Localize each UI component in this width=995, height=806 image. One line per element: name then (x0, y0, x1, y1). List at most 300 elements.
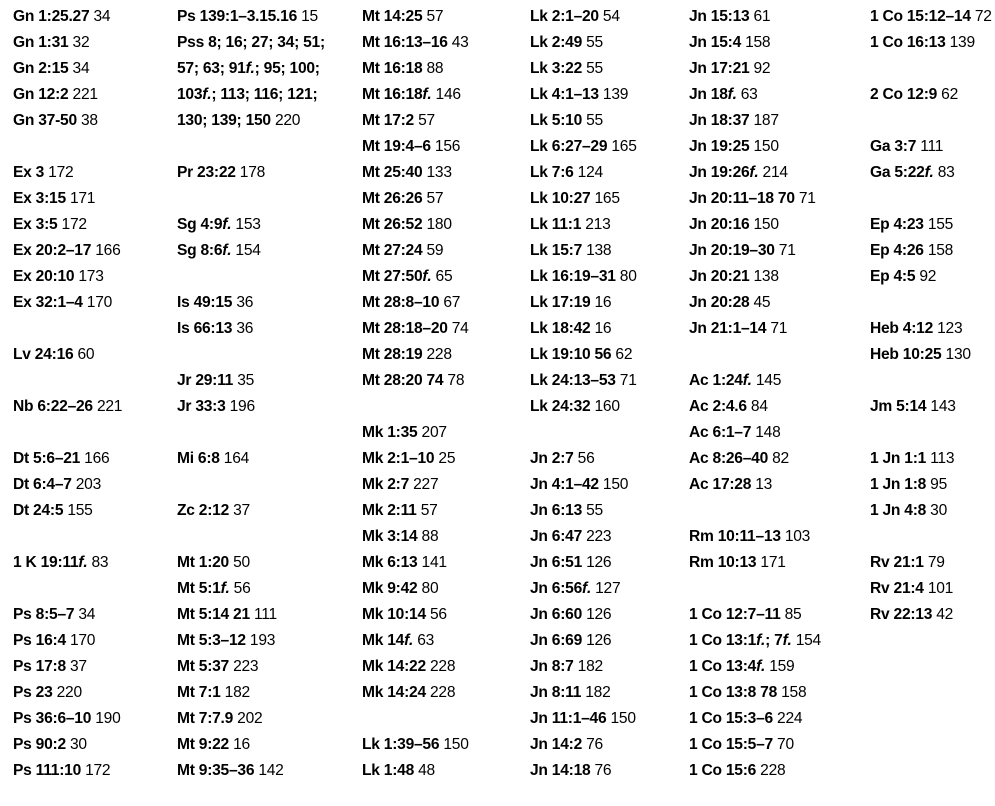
page-number: 16 (590, 294, 612, 311)
page-number: 224 (772, 710, 803, 727)
index-entry (13, 550, 122, 576)
reference: Mt 16:18 (362, 86, 423, 103)
page-number: 227 (409, 476, 439, 493)
page-number: 155 (923, 216, 954, 233)
reference: Jn 18:37 (689, 112, 750, 129)
index-entry (13, 680, 122, 706)
reference: Ps 16:4 (13, 632, 66, 649)
reference: Rm 10:13 (689, 554, 757, 571)
index-entry (177, 602, 325, 628)
page-number: 196 (225, 398, 255, 415)
reference: Ac 8:26–40 (689, 450, 768, 467)
page-number: 158 (777, 684, 807, 701)
reference: Jn 18 (689, 86, 728, 103)
page-number: 228 (425, 684, 456, 701)
reference: Dt 24:5 (13, 502, 64, 519)
page-number: 139 (598, 86, 629, 103)
index-entry (689, 420, 821, 446)
page-number: 62 (611, 346, 633, 363)
reference-italic: f. (756, 658, 766, 675)
index-entry (530, 82, 637, 108)
index-entry (689, 732, 821, 758)
page-number: 178 (235, 164, 266, 181)
page-number: 141 (417, 554, 447, 571)
reference: Mt 28:8–10 (362, 294, 440, 311)
index-entry (870, 30, 992, 56)
index-entry (530, 56, 637, 82)
reference: Jn 8:11 (530, 684, 582, 701)
index-entry (13, 394, 122, 420)
index-spacer (177, 134, 325, 160)
index-entry (362, 524, 469, 550)
page-number: 173 (74, 268, 104, 285)
reference: Jn 6:69 (530, 632, 582, 649)
reference: ; 95; 100; (254, 60, 320, 77)
reference: Ex 3:15 (13, 190, 66, 207)
reference: Lk 24:13–53 (530, 372, 616, 389)
page-number: 71 (766, 320, 788, 337)
index-spacer (13, 368, 122, 394)
reference: Pss 8; 16; 27; 34; 51; (177, 34, 325, 51)
index-entry (530, 186, 637, 212)
page-number: 150 (749, 216, 779, 233)
reference: ; 7 (765, 632, 783, 649)
index-entry (689, 264, 821, 290)
index-entry (870, 342, 992, 368)
index-entry (689, 212, 821, 238)
reference: Mt 26:52 (362, 216, 423, 233)
page-number: 228 (756, 762, 786, 779)
page-number: 155 (63, 502, 93, 519)
reference: Mt 5:37 (177, 658, 229, 675)
page-number: 55 (582, 60, 603, 77)
index-spacer (870, 420, 992, 446)
index-entry (177, 56, 325, 82)
page-number: 45 (749, 294, 771, 311)
page-number: 124 (573, 164, 603, 181)
index-entry (689, 30, 821, 56)
page-number: 220 (270, 112, 301, 129)
index-entry (362, 134, 469, 160)
reference: Ps 36:6–10 (13, 710, 92, 727)
page-number: 160 (590, 398, 620, 415)
reference: Lk 15:7 (530, 242, 582, 259)
page-number: 36 (232, 320, 254, 337)
index-entry (362, 368, 469, 394)
reference-italic: f. (222, 216, 232, 233)
index-entry (13, 186, 122, 212)
page-number: 92 (749, 60, 771, 77)
reference: Heb 10:25 (870, 346, 942, 363)
page-number: 57 (422, 190, 444, 207)
index-entry (177, 576, 325, 602)
reference: Ps 23 (13, 684, 53, 701)
reference: Mk 3:14 (362, 528, 418, 545)
page-number: 202 (233, 710, 263, 727)
reference: 1 Co 16:13 (870, 34, 946, 51)
reference: Mt 14:25 (362, 8, 423, 25)
index-entry (13, 212, 122, 238)
page-number: 111 (249, 606, 277, 623)
page-number: 74 (447, 320, 469, 337)
reference: Jn 20:19–30 (689, 242, 775, 259)
page-number: 76 (590, 762, 612, 779)
reference: 1 Co 13:1 (689, 632, 757, 649)
index-entry (530, 264, 637, 290)
reference: Mt 1:20 (177, 554, 229, 571)
page-number: 145 (751, 372, 782, 389)
reference: Gn 12:2 (13, 86, 69, 103)
page-number: 159 (765, 658, 795, 675)
page-number: 143 (926, 398, 956, 415)
index-entry (362, 732, 469, 758)
index-spacer (13, 576, 122, 602)
page-number: 80 (615, 268, 637, 285)
index-entry (689, 654, 821, 680)
page-number: 85 (780, 606, 802, 623)
page-number: 43 (447, 34, 469, 51)
page-number: 223 (228, 658, 259, 675)
index-entry (530, 446, 637, 472)
index-entry (362, 4, 469, 30)
page-number: 171 (756, 554, 786, 571)
page-number: 213 (581, 216, 611, 233)
index-entry (177, 394, 325, 420)
page-number: 54 (598, 8, 620, 25)
index-entry (870, 4, 992, 30)
page-number: 34 (74, 606, 96, 623)
reference: Mt 28:18–20 (362, 320, 448, 337)
reference: Ps 139:1–3.15.16 (177, 8, 297, 25)
page-number: 30 (926, 502, 948, 519)
page-number: 62 (937, 86, 959, 103)
index-entry (530, 368, 637, 394)
reference: Mk 9:42 (362, 580, 418, 597)
reference: Mt 25:40 (362, 164, 423, 181)
index-column (870, 4, 992, 628)
index-entry (870, 550, 992, 576)
reference: Jn 6:47 (530, 528, 582, 545)
page-number: 156 (430, 138, 461, 155)
reference: Dt 5:6–21 (13, 450, 81, 467)
reference-italic: f. (727, 86, 737, 103)
page-number: 170 (82, 294, 113, 311)
page-number: 63 (413, 632, 435, 649)
reference: Rv 22:13 (870, 606, 933, 623)
index-entry (362, 628, 469, 654)
index-entry (530, 290, 637, 316)
reference: Lk 6:27–29 (530, 138, 608, 155)
reference: Mi 6:8 (177, 450, 220, 467)
page-number: 126 (582, 632, 612, 649)
index-entry (177, 446, 325, 472)
page-number: 126 (582, 606, 612, 623)
reference: Mk 2:11 (362, 502, 417, 519)
page-number: 166 (91, 242, 121, 259)
index-entry (362, 186, 469, 212)
reference: Mk 14:24 (362, 684, 426, 701)
reference: Is 66:13 (177, 320, 233, 337)
reference: Mt 5:1 (177, 580, 221, 597)
reference: Jn 20:16 (689, 216, 750, 233)
index-entry (689, 56, 821, 82)
page-number: 55 (582, 112, 603, 129)
reference: Rm 10:11–13 (689, 528, 781, 545)
index-entry (689, 758, 821, 784)
index-entry (177, 654, 325, 680)
page-number: 55 (582, 502, 603, 519)
index-spacer (870, 108, 992, 134)
index-entry (13, 160, 122, 186)
page-number: 171 (65, 190, 96, 207)
reference: Ex 32:1–4 (13, 294, 83, 311)
reference: Gn 1:31 (13, 34, 69, 51)
reference-italic: f. (749, 164, 759, 181)
index-entry (177, 628, 325, 654)
page-number: 61 (749, 8, 771, 25)
page-number: 59 (422, 242, 444, 259)
reference-italic: f. (582, 580, 592, 597)
reference: Ex 20:2–17 (13, 242, 92, 259)
index-entry (530, 680, 637, 706)
page-number: 221 (68, 86, 98, 103)
page-number: 70 (772, 736, 794, 753)
page-number: 80 (417, 580, 439, 597)
scripture-index (13, 4, 993, 804)
index-entry (362, 446, 469, 472)
index-entry (870, 264, 992, 290)
page-number: 13 (751, 476, 773, 493)
reference: Nb 6:22–26 (13, 398, 93, 415)
index-entry (177, 108, 325, 134)
reference: Ga 3:7 (870, 138, 917, 155)
reference: Jn 15:4 (689, 34, 741, 51)
index-entry (870, 602, 992, 628)
index-entry (13, 108, 122, 134)
reference: Mt 7:7.9 (177, 710, 234, 727)
index-entry (530, 342, 637, 368)
page-number: 182 (573, 658, 603, 675)
index-spacer (689, 342, 821, 368)
index-entry (13, 628, 122, 654)
reference: 57; 63; 91 (177, 60, 246, 77)
reference: 1 Co 13:8 78 (689, 684, 778, 701)
index-entry (177, 4, 325, 30)
reference: Lk 5:10 (530, 112, 582, 129)
page-number: 56 (229, 580, 251, 597)
index-entry (870, 160, 992, 186)
reference: Lk 4:1–13 (530, 86, 599, 103)
reference-italic: f. (220, 580, 230, 597)
index-spacer (870, 368, 992, 394)
reference: Mt 17:2 (362, 112, 414, 129)
reference: Zc 2:12 (177, 502, 229, 519)
reference: Gn 37-50 (13, 112, 77, 129)
page-number: 50 (228, 554, 250, 571)
index-entry (530, 576, 637, 602)
reference: Mt 28:19 (362, 346, 423, 363)
index-entry (13, 498, 122, 524)
reference-italic: f. (245, 60, 255, 77)
index-spacer (362, 394, 469, 420)
reference: Ps 90:2 (13, 736, 66, 753)
page-number: 193 (245, 632, 276, 649)
index-entry (362, 576, 469, 602)
reference: Mt 9:22 (177, 736, 229, 753)
reference: Jn 19:26 (689, 164, 750, 181)
page-number: 88 (417, 528, 439, 545)
page-number: 79 (923, 554, 945, 571)
index-entry (689, 706, 821, 732)
reference: Jn 20:11–18 70 (689, 190, 795, 207)
reference: Gn 1:25.27 (13, 8, 90, 25)
page-number: 203 (71, 476, 102, 493)
reference: Jn 4:1–42 (530, 476, 599, 493)
index-entry (530, 134, 637, 160)
reference: Ep 4:23 (870, 216, 924, 233)
index-entry (13, 654, 122, 680)
reference: Mt 19:4–6 (362, 138, 431, 155)
index-entry (870, 134, 992, 160)
index-entry (689, 134, 821, 160)
index-entry (362, 264, 469, 290)
reference: 1 Co 15:12–14 (870, 8, 971, 25)
index-entry (13, 30, 122, 56)
reference: Jn 20:21 (689, 268, 750, 285)
index-entry (177, 30, 325, 56)
page-number: 221 (92, 398, 123, 415)
index-spacer (689, 576, 821, 602)
index-entry (530, 602, 637, 628)
reference: Mt 7:1 (177, 684, 221, 701)
index-entry (530, 238, 637, 264)
reference: Jr 29:11 (177, 372, 234, 389)
index-entry (870, 82, 992, 108)
page-number: 16 (590, 320, 612, 337)
page-number: 150 (439, 736, 469, 753)
reference: 1 K 19:11 (13, 554, 79, 571)
page-number: 127 (591, 580, 621, 597)
reference: Mt 16:13–16 (362, 34, 448, 51)
index-entry (689, 680, 821, 706)
page-number: 165 (607, 138, 637, 155)
index-entry (362, 602, 469, 628)
index-entry (177, 706, 325, 732)
reference: Mt 5:14 21 (177, 606, 250, 623)
page-number: 138 (582, 242, 612, 259)
index-entry (530, 316, 637, 342)
index-entry (689, 394, 821, 420)
index-entry (530, 498, 637, 524)
page-number: 214 (758, 164, 788, 181)
index-column (177, 4, 325, 784)
index-entry (689, 550, 821, 576)
reference-italic: f. (742, 372, 752, 389)
index-entry (177, 758, 325, 784)
page-number: 71 (615, 372, 637, 389)
page-number: 42 (932, 606, 954, 623)
page-number: 71 (794, 190, 816, 207)
index-entry (177, 550, 325, 576)
page-number: 36 (232, 294, 254, 311)
page-number: 146 (431, 86, 461, 103)
reference: Ps 8:5–7 (13, 606, 75, 623)
reference: Mk 1:35 (362, 424, 418, 441)
page-number: 55 (582, 34, 603, 51)
page-number: 153 (231, 216, 261, 233)
index-spacer (177, 186, 325, 212)
index-entry (689, 472, 821, 498)
index-entry (530, 108, 637, 134)
index-entry (530, 550, 637, 576)
page-number: 187 (749, 112, 779, 129)
index-entry (689, 446, 821, 472)
page-number: 182 (220, 684, 250, 701)
page-number: 130 (941, 346, 971, 363)
page-number: 228 (422, 346, 452, 363)
reference-italic: f. (202, 86, 212, 103)
page-number: 25 (434, 450, 456, 467)
index-entry (13, 758, 122, 784)
index-spacer (870, 524, 992, 550)
index-spacer (870, 290, 992, 316)
reference-italic: f. (222, 242, 232, 259)
reference: Rv 21:1 (870, 554, 924, 571)
page-number: 170 (65, 632, 96, 649)
index-column (530, 4, 637, 784)
reference: Rv 21:4 (870, 580, 924, 597)
reference: Jn 14:18 (530, 762, 591, 779)
reference-italic: f. (422, 268, 432, 285)
reference: Mt 27:50 (362, 268, 423, 285)
index-entry (177, 160, 325, 186)
reference: Jn 2:7 (530, 450, 574, 467)
page-number: 67 (439, 294, 461, 311)
index-entry (13, 602, 122, 628)
page-number: 57 (416, 502, 438, 519)
index-entry (13, 4, 122, 30)
index-spacer (530, 420, 637, 446)
reference: Jn 20:28 (689, 294, 750, 311)
page-number: 32 (68, 34, 90, 51)
page-number: 60 (73, 346, 95, 363)
index-entry (870, 446, 992, 472)
index-entry (13, 82, 122, 108)
index-spacer (177, 420, 325, 446)
reference: Ex 3:5 (13, 216, 58, 233)
index-entry (530, 628, 637, 654)
index-entry (362, 160, 469, 186)
index-entry (177, 368, 325, 394)
index-entry (13, 732, 122, 758)
page-number: 111 (916, 138, 944, 155)
reference: Dt 6:4–7 (13, 476, 72, 493)
index-entry (362, 316, 469, 342)
page-number: 154 (231, 242, 261, 259)
reference: Ep 4:26 (870, 242, 924, 259)
reference: Sg 4:9 (177, 216, 223, 233)
reference: Mk 2:7 (362, 476, 410, 493)
index-entry (177, 732, 325, 758)
index-entry (870, 316, 992, 342)
page-number: 82 (768, 450, 789, 467)
index-entry (362, 108, 469, 134)
page-number: 158 (741, 34, 771, 51)
reference: 1 Jn 1:8 (870, 476, 927, 493)
page-number: 83 (87, 554, 109, 571)
page-number: 34 (68, 60, 90, 77)
reference: Lk 2:1–20 (530, 8, 599, 25)
